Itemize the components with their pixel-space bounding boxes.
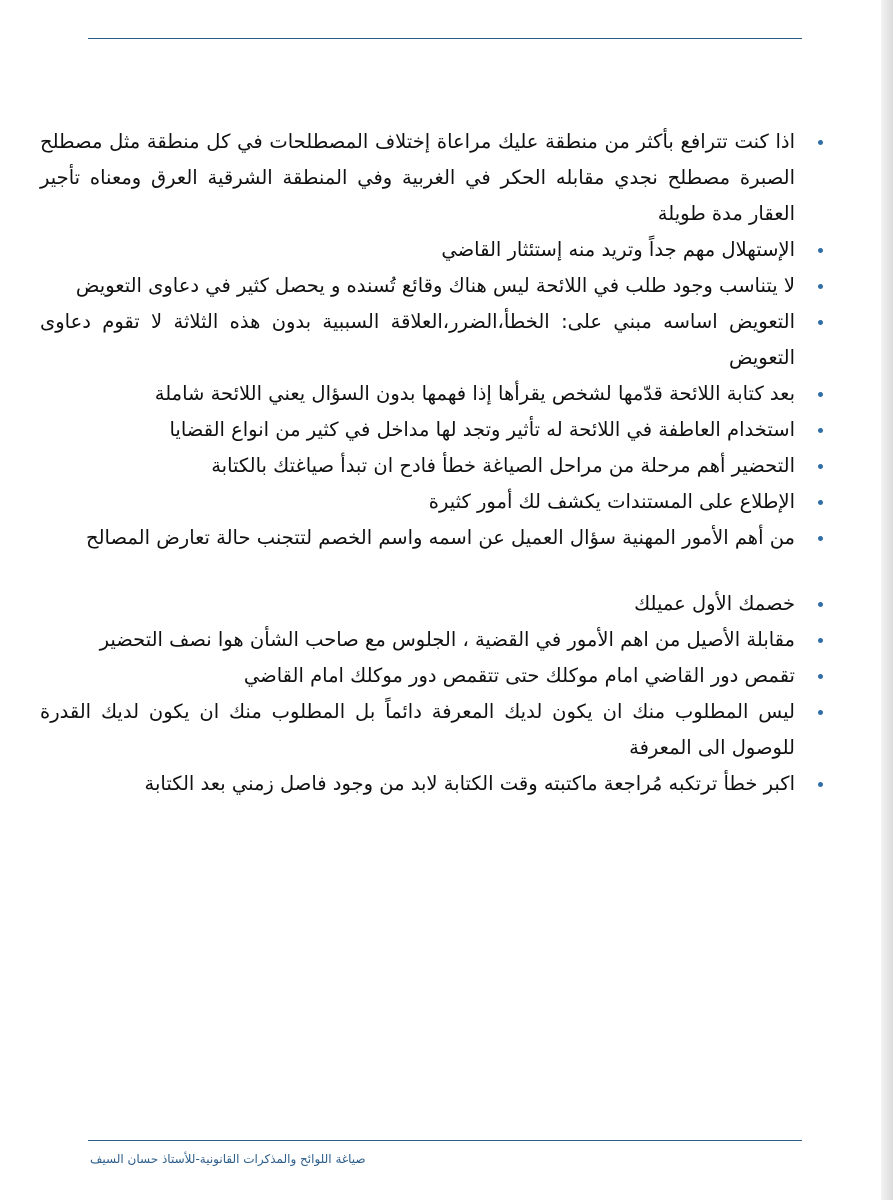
bullet-icon	[818, 602, 823, 607]
list-item	[40, 694, 825, 766]
list-item	[40, 622, 825, 658]
list-item-text: مقابلة الأصيل من اهم الأمور في القضية ، الجلوس مع صاحب الشأن هوا نصف التحضير	[99, 628, 795, 651]
list-item-text: من أهم الأمور المهنية سؤال العميل عن اسمه واسم الخصم لتتجنب حالة تعارض المصالح	[85, 526, 795, 549]
bullet-icon	[818, 248, 823, 253]
page-edge-shadow	[881, 0, 893, 1200]
list-item-text: خصمك الأول عميلك	[634, 592, 795, 615]
bullet-icon	[818, 464, 823, 469]
list-item-text: اكبر خطأ ترتكبه مُراجعة ماكتبته وقت الكتابة لابد من وجود فاصل زمني بعد الكتابة	[144, 772, 795, 795]
bullet-list-1	[40, 124, 825, 556]
list-item	[40, 766, 825, 802]
bullet-icon	[818, 500, 823, 505]
list-item-text: لا يتناسب وجود طلب في اللائحة ليس هناك وقائع تُسنده و يحصل كثير في دعاوى التعويض	[75, 274, 795, 297]
bullet-icon	[818, 320, 823, 325]
list-item	[40, 304, 825, 376]
bullet-icon	[818, 638, 823, 643]
list-item-text: ليس المطلوب منك ان يكون لديك المعرفة دائماً بل المطلوب منك ان يكون لديك القدرة للوصول الى المعرفة	[40, 700, 795, 759]
list-item	[40, 232, 825, 268]
list-item-text: الإستهلال مهم جداً وتريد منه إستئثار القاضي	[441, 238, 795, 261]
list-item-text: الإطلاع على المستندات يكشف لك أمور كثيرة	[428, 490, 795, 513]
list-item-text: تقمص دور القاضي امام موكلك حتى تتقمص دور موكلك امام القاضي	[243, 664, 795, 687]
bullet-icon	[818, 782, 823, 787]
footer-title: صياغة اللوائح والمذكرات القانونية-للأستاذ حسان السيف	[90, 1152, 366, 1166]
list-item	[40, 520, 825, 556]
document-body	[40, 124, 825, 802]
list-item-text: استخدام العاطفة في اللائحة له تأثير وتجد لها مداخل في كثير من انواع القضايا	[169, 418, 795, 441]
list-item-text: اذا كنت تترافع بأكثر من منطقة عليك مراعاة إختلاف المصطلحات في كل منطقة مثل مصطلح الصبرة مصطلح نجدي مقابله الحكر في الغربية وفي المنطقة الشرقية العرق ومعناه تأجير العقار مدة طويلة	[40, 130, 795, 225]
section-gap	[40, 556, 825, 586]
list-item-text: التعويض اساسه مبني على: الخطأ،الضرر،العلاقة السببية بدون هذه الثلاثة لا تقوم دعاوى التعويض	[40, 310, 795, 369]
bullet-list-2	[40, 586, 825, 802]
list-item	[40, 448, 825, 484]
list-item	[40, 484, 825, 520]
list-item	[40, 376, 825, 412]
bullet-icon	[818, 536, 823, 541]
list-item-text: بعد كتابة اللائحة قدّمها لشخص يقرأها إذا فهمها بدون السؤال يعني اللائحة شاملة	[154, 382, 795, 405]
bullet-icon	[818, 284, 823, 289]
list-item	[40, 586, 825, 622]
bullet-icon	[818, 428, 823, 433]
footer-rule	[88, 1140, 802, 1141]
list-item	[40, 412, 825, 448]
list-item	[40, 124, 825, 232]
list-item	[40, 268, 825, 304]
list-item	[40, 658, 825, 694]
bullet-icon	[818, 140, 823, 145]
bullet-icon	[818, 674, 823, 679]
bullet-icon	[818, 710, 823, 715]
bullet-icon	[818, 392, 823, 397]
header-rule	[88, 38, 802, 39]
list-item-text: التحضير أهم مرحلة من مراحل الصياغة خطأ فادح ان تبدأ صياغتك بالكتابة	[211, 454, 795, 477]
